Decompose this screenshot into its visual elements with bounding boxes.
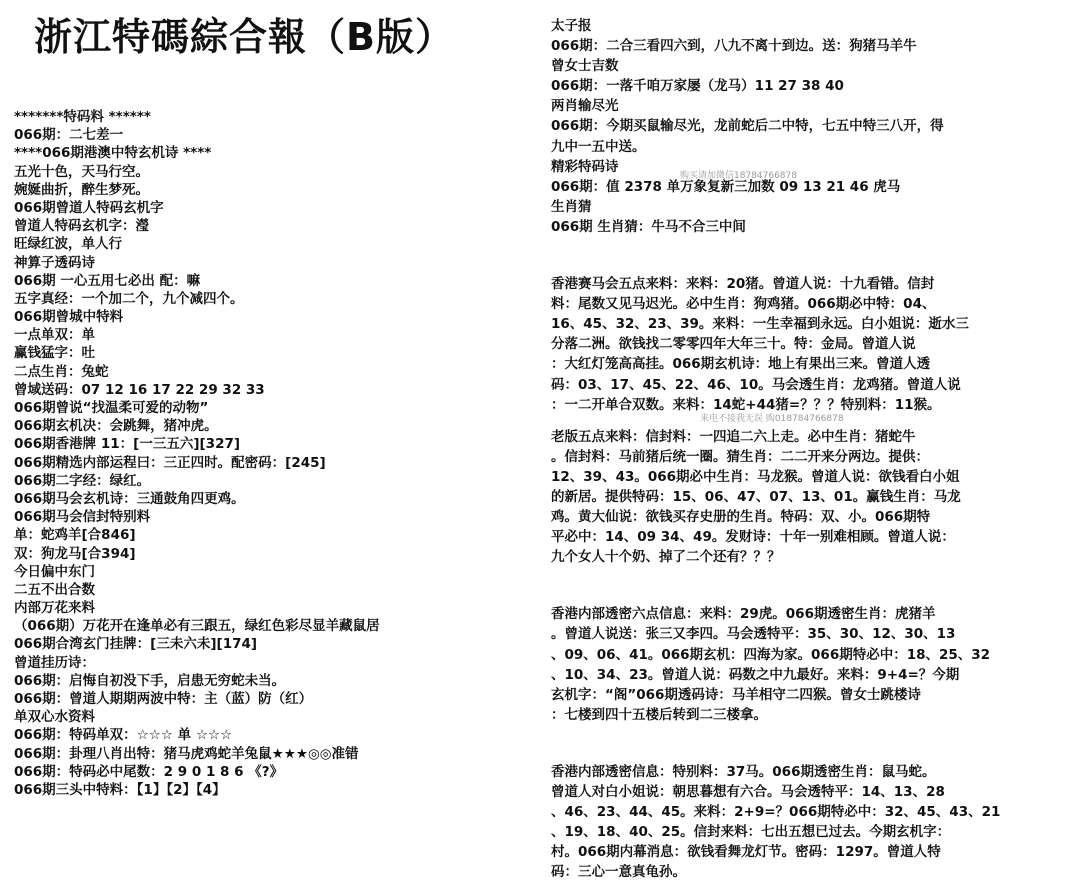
text-line: 、46、23、44、45。来料：2+9=？066期特必中：32、45、43、21 bbox=[551, 804, 1001, 821]
text-line: 神算子透码诗 bbox=[14, 254, 95, 271]
text-line: 066期香港牌 11：[一三五六][327] bbox=[14, 436, 241, 453]
text-line: 066期 一心五用七必出 配：嘛 bbox=[14, 272, 201, 289]
text-line: 码：三心一意真龟孙。 bbox=[551, 864, 686, 881]
left-column bbox=[14, 108, 534, 799]
text-line: 066期玄机决：会跳舞，猪冲虎。 bbox=[14, 418, 218, 435]
text-line: 066期：特码单双：☆☆☆ 单 ☆☆☆ bbox=[14, 727, 233, 744]
text-line: 066期曾道人特码玄机字 bbox=[14, 199, 164, 216]
text-line: 066期：二七差一 bbox=[14, 127, 124, 144]
text-line: 066期二字经：绿红。 bbox=[14, 472, 151, 489]
text-line: 066期合湾玄门挂牌：[三未六未][174] bbox=[14, 636, 258, 653]
text-line: 太子报 bbox=[551, 18, 592, 34]
text-line: 香港赛马会五点来料：来料：20猪。曾道人说：十九看错。信封 bbox=[551, 276, 935, 293]
text-line: 香港内部透密六点信息：来料：29虎。066期透密生肖：虎猪羊 bbox=[551, 606, 936, 623]
text-line: 066期：曾道人期期两波中特：主（蓝）防（红） bbox=[14, 691, 313, 707]
text-line: 066期精选内部运程曰：三正四时。配密码：[245] bbox=[14, 454, 326, 471]
text-line: 九中一五中送。 bbox=[551, 138, 646, 155]
text-line: 066期：一落千咱万家屡（龙马）11 27 38 40 bbox=[551, 78, 844, 95]
text-line: ：大红灯笼高高挂。066期玄机诗：地上有果出三来。曾道人透 bbox=[551, 356, 931, 373]
text-line: 、09、06、41。066期玄机：四海为家。066期特必中：18、25、32 bbox=[551, 646, 991, 663]
text-line: 066期：卦理八肖出特：猪马虎鸡蛇羊兔鼠★★★◎◎准错 bbox=[14, 745, 359, 762]
text-line: 066期曾城中特料 bbox=[14, 309, 124, 326]
text-line: 九个女人十个奶、掉了二个还有？？？ bbox=[551, 549, 781, 566]
text-line: 16、45、32、23、39。来料：一生幸福到永远。白小姐说：逝水三 bbox=[551, 316, 969, 333]
text-line: （066期）万花开在逢单必有三跟五，绿红色彩尽显羊藏鼠居 bbox=[14, 618, 380, 635]
text-line: 066期：二合三看四六到，八九不离十到边。送：狗猪马羊牛 bbox=[551, 38, 917, 55]
page-title: 浙江特碼綜合報（B版） bbox=[34, 15, 454, 59]
right-column bbox=[551, 16, 1077, 882]
text-line: 066期：启悔自初没下手，启患无穷蛇未当。 bbox=[14, 672, 286, 689]
text-line: 香港内部透密信息：特别料：37马。066期透密生肖：鼠马蛇。 bbox=[551, 763, 936, 780]
text-line: 066期马会玄机诗：三通鼓角四更鸡。 bbox=[14, 490, 245, 507]
text-line: 码：03、17、45、22、46、10。马会透生肖：龙鸡猪。曾道人说 bbox=[551, 376, 961, 393]
text-line: 双：狗龙马[合394] bbox=[14, 545, 136, 562]
text-line: 精彩特码诗 bbox=[551, 158, 619, 175]
text-line: 066期马会信封特别料 bbox=[14, 509, 151, 526]
text-line: ：七楼到四十五楼后转到二三楼拿。 bbox=[551, 706, 767, 723]
text-line: 内部万花来料 bbox=[14, 600, 95, 617]
text-line: *******特码料 ****** bbox=[14, 109, 151, 125]
text-line: 村。066期内幕消息：欲钱看舞龙灯节。密码：1297。曾道人特 bbox=[551, 844, 941, 861]
watermark-text: 来电不接我无误 购018784766878 bbox=[700, 414, 844, 424]
text-line: 、19、18、40、25。信封来料：七出五想已过去。今期玄机字： bbox=[551, 824, 951, 841]
text-line: 066期曾说“找温柔可爱的动物” bbox=[14, 400, 209, 416]
text-line: 曾道人特码玄机字：瀅 bbox=[14, 218, 149, 235]
text-line: 二五不出合数 bbox=[14, 581, 95, 598]
text-line: 二点生肖：兔蛇 bbox=[14, 363, 109, 380]
text-line: 066期 生肖猜：牛马不合三中间 bbox=[551, 218, 746, 235]
text-line: 单双心水资料 bbox=[14, 709, 95, 726]
text-line: 生肖猜 bbox=[551, 198, 592, 215]
text-line: 066期：特码必中尾数：2 9 0 1 8 6 《?》 bbox=[14, 763, 284, 780]
hk-jockey-club-section bbox=[551, 274, 1077, 415]
text-line: 分落二洲。欲钱找二零零四年大年三十。特：金局。曾道人说 bbox=[551, 336, 916, 353]
text-line: 婉娫曲折，醉生梦死。 bbox=[14, 181, 149, 198]
right-top-section bbox=[551, 16, 1077, 237]
text-line: 、10、34、23。曾道人说：码数之中九最好。来料：9+4=？今期 bbox=[551, 666, 960, 683]
text-line: 五字真经：一个加二个，九个减四个。 bbox=[14, 290, 244, 307]
text-line: 曾女士吉数 bbox=[551, 58, 619, 75]
text-line: 曾道人对白小姐说：朝思暮想有六合。马会透特平：14、13、28 bbox=[551, 784, 945, 800]
text-line: 鸡。黄大仙说：欲钱买存史册的生肖。特码：双、小。066期特 bbox=[551, 509, 931, 526]
text-line: 一点单双：单 bbox=[14, 327, 95, 344]
text-line: 两肖输尽光 bbox=[551, 98, 619, 115]
text-line: ****066期港澳中特玄机诗 **** bbox=[14, 145, 212, 162]
text-line: 。曾道人说送：张三又李四。马会透特平：35、30、12、30、13 bbox=[551, 626, 956, 643]
text-line: 旺绿红波，单人行 bbox=[14, 236, 122, 253]
text-line: 料：尾数又见马迟光。必中生肖：狗鸡猪。066期必中特：04、 bbox=[551, 296, 936, 313]
text-line: 曾域送码：07 12 16 17 22 29 32 33 bbox=[14, 381, 265, 398]
text-line: 平必中：14、09 34、49。发财诗：十年一别难相顾。曾道人说： bbox=[551, 529, 955, 546]
text-line: 066期三头中特料：【1】【2】【4】 bbox=[14, 781, 226, 798]
old-version-section bbox=[551, 427, 1077, 568]
text-line: 12、39、43。066期必中生肖：马龙猴。曾道人说：欲钱看白小姐 bbox=[551, 468, 960, 485]
text-line: 赢钱猛字：吐 bbox=[14, 345, 95, 362]
text-line: 今日偏中东门 bbox=[14, 563, 95, 580]
text-line: ：一二开单合双数。来料：14蛇+44猪=？？？特别料：11猴。 bbox=[551, 396, 941, 413]
text-line: 曾道挂历诗： bbox=[14, 654, 95, 671]
text-line: 066期：今期买鼠输尽光，龙前蛇后二中特，七五中特三八开，得 bbox=[551, 118, 944, 135]
watermark-text: 购买请加微信18784766878 bbox=[680, 171, 797, 181]
text-line: 066期：值 2378 单万象复新三加数 09 13 21 46 虎马 bbox=[551, 178, 901, 195]
text-line: 玄机字：“阁”066期透码诗：马羊相守二四猴。曾女士跳楼诗 bbox=[551, 686, 921, 703]
text-line: 单：蛇鸡羊[合846] bbox=[14, 527, 136, 544]
text-line: 。信封料：马前猪后统一圈。猜生肖：二二开来分两边。提供： bbox=[551, 448, 929, 465]
text-line: 五光十色，天马行空。 bbox=[14, 163, 149, 180]
text-line: 老版五点来料：信封料：一四追二六上走。必中生肖：猪蛇牛 bbox=[551, 428, 916, 445]
text-line: 的新居。提供特码：15、06、47、07、13、01。赢钱生肖：马龙 bbox=[551, 488, 961, 505]
hk-inside-six-section bbox=[551, 604, 1077, 725]
